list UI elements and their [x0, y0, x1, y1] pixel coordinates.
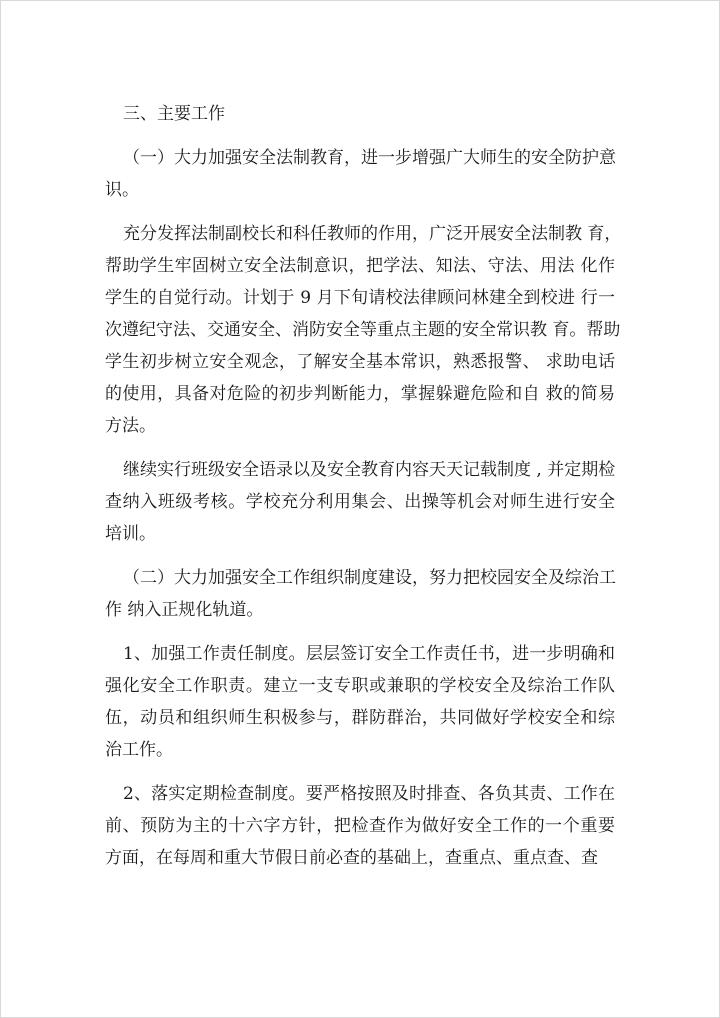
paragraph-line: 前、预防为主的十六字方针，把检查作为做好安全工作的一个重要	[105, 816, 615, 836]
paragraph-line: （一）大力加强安全法制教育，进一步增强广大师生的安全防护意	[123, 148, 616, 168]
paragraph-line: 查纳入班级考核。学校充分利用集会、出操等机会对师生进行安全	[105, 492, 615, 512]
paragraph-line: 继续实行班级安全语录以及安全教育内容天天记载制度 , 并定期检	[123, 460, 616, 480]
paragraph-line: 治工作。	[105, 740, 173, 760]
section-heading: 三、主要工作	[123, 104, 225, 124]
paragraph-line: 次遵纪守法、交通安全、消防安全等重点主题的安全常识教 育。帮助	[105, 320, 621, 340]
paragraph-line: 充分发挥法制副校长和科任教师的作用，广泛开展安全法制教 育，	[123, 224, 622, 244]
paragraph-line: 作 纳入正规化轨道。	[105, 600, 264, 620]
paragraph	[105, 218, 622, 442]
paragraph-line: 帮助学生牢固树立安全法制意识，把学法、知法、守法、用法 化作	[105, 256, 615, 276]
paragraph-line: 的使用，具备对危险的初步判断能力，掌握躲避危险和自 救的简易	[105, 384, 615, 404]
paragraph	[105, 142, 615, 206]
paragraph-line: 方面，在每周和重大节假日前必查的基础上，查重点、重点查、查	[105, 848, 598, 868]
paragraph-line: 伍，动员和组织师生积极参与，群防群治，共同做好学校安全和综	[105, 708, 615, 728]
paragraph-line: 培训。	[105, 524, 156, 544]
paragraph-line: （二）大力加强安全工作组织制度建设，努力把校园安全及综治工	[123, 568, 616, 588]
paragraph-line: 强化安全工作职责。建立一支专职或兼职的学校安全及综治工作队	[105, 676, 615, 696]
paragraph-line: 学生初步树立安全观念，了解安全基本常识，熟悉报警、 求助电话	[105, 352, 615, 372]
paragraph	[105, 638, 615, 766]
paragraph-line: 2、落实定期检查制度。要严格按照及时排查、各负其责、工作在	[123, 784, 615, 804]
paragraph-line: 1、加强工作责任制度。层层签订安全工作责任书，进一步明确和	[123, 644, 615, 664]
paragraph-line: 识。	[105, 180, 139, 200]
paragraph	[105, 778, 615, 874]
paragraph	[105, 562, 615, 626]
paragraph-line: 学生的自觉行动。计划于 9 月下旬请校法律顾问林建全到校进 行一	[105, 288, 615, 308]
paragraph-line: 方法。	[105, 416, 156, 436]
paragraph	[105, 454, 615, 550]
document-body	[105, 98, 622, 886]
